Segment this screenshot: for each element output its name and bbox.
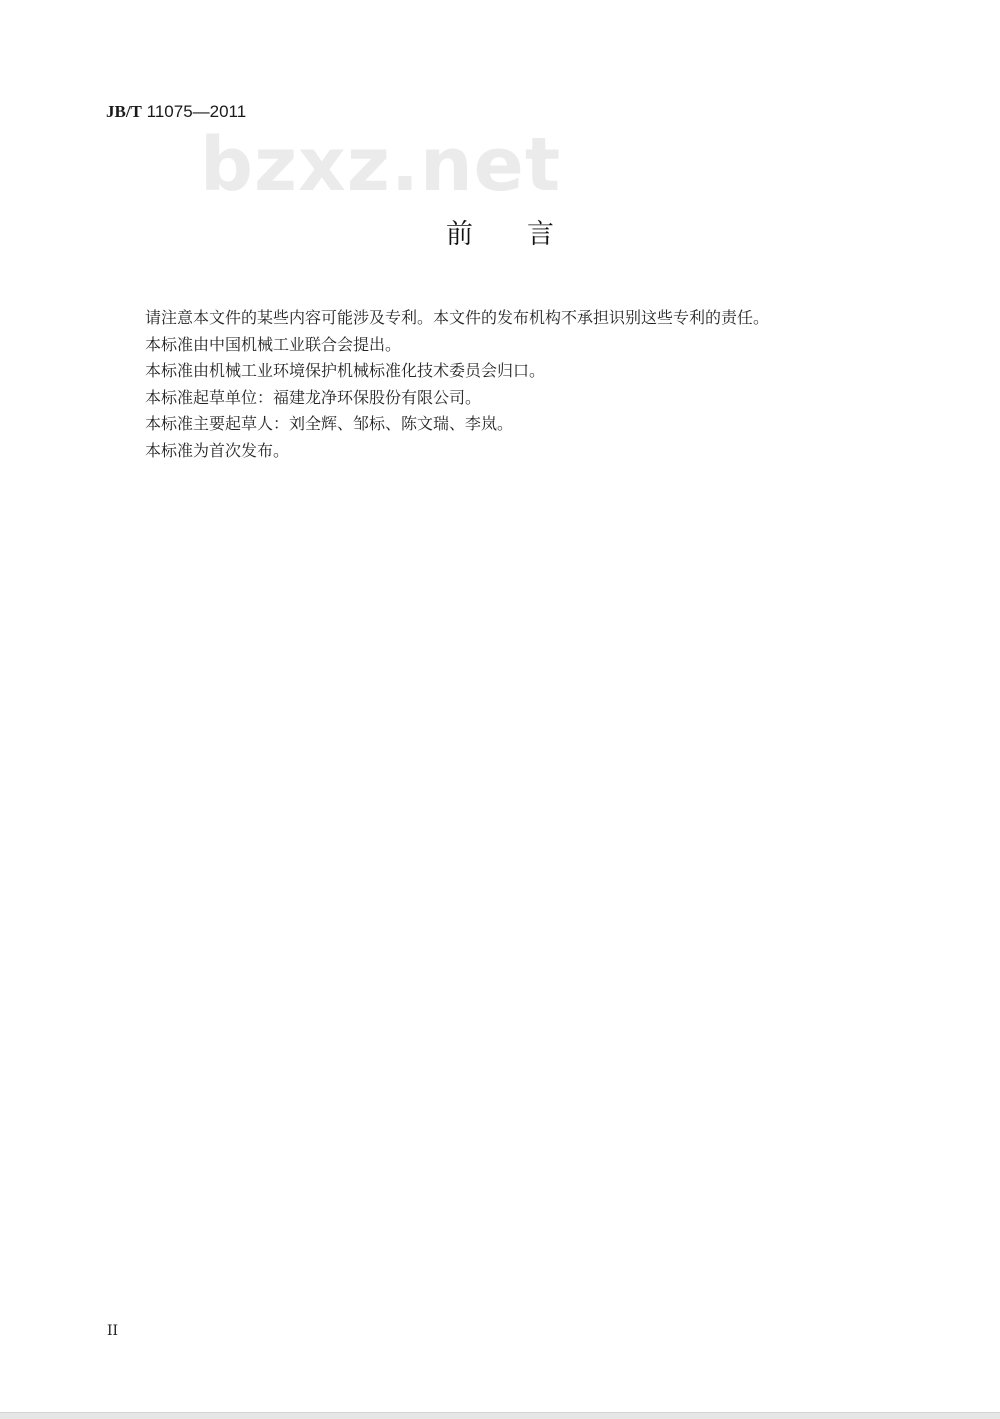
page-title-char-2: 言 xyxy=(527,219,554,250)
paragraph-first-release: 本标准为首次发布。 xyxy=(145,440,290,460)
standard-code-prefix: JB/T xyxy=(106,102,142,121)
watermark: bzxz.net xyxy=(200,122,562,208)
paragraph-patent-notice: 请注意本文件的某些内容可能涉及专利。本文件的发布机构不承担识别这些专利的责任。 xyxy=(145,308,770,327)
paragraph-proposer: 本标准由中国机械工业联合会提出。 xyxy=(145,334,402,354)
page-title xyxy=(0,212,1000,251)
standard-code-number: 11075—2011 xyxy=(146,102,247,121)
foreword-body xyxy=(145,305,865,465)
page-number: II xyxy=(107,1323,119,1339)
page-title-char-1: 前 xyxy=(446,219,473,250)
paragraph-committee: 本标准由机械工业环境保护机械标准化技术委员会归口。 xyxy=(145,361,546,381)
paragraph-drafters: 本标准主要起草人：刘全辉、邹标、陈文瑞、李岚。 xyxy=(145,414,514,434)
paragraph-drafting-unit: 本标准起草单位：福建龙净环保股份有限公司。 xyxy=(145,387,482,407)
standard-code xyxy=(106,102,246,122)
